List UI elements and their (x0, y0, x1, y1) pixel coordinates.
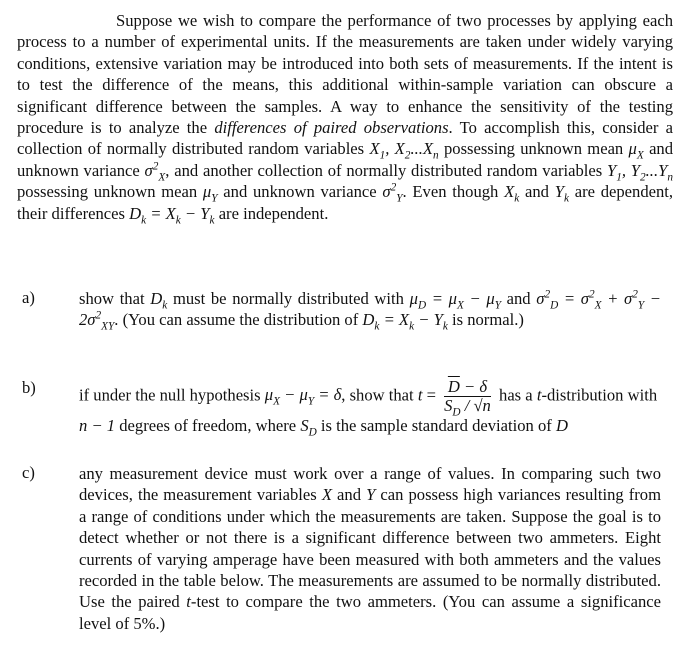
math-sigma-d: $\sigma^2_D = \sigma^2_X + \sigma^2_Y - 2\sigma^2_{XY}$ (79, 288, 661, 333)
intro-sentence-1: Suppose we wish to compare the performance of two processes by applying each process to a number of experimental units. (17, 11, 673, 52)
intro-sentence-5a: To accomplish this, consider a collection of normally distributed random variables (17, 118, 673, 159)
part-b-text-6: is the sample standard deviation of (320, 416, 552, 435)
intro-sentence-6b: and (525, 182, 549, 202)
intro-sentence-5c: and unknown variance (17, 139, 674, 180)
math-mu-x: $\mu_X$ (628, 139, 644, 162)
part-a-label: a) (22, 288, 35, 307)
math-xk: $X_k$ (504, 182, 520, 205)
part-c-label: c) (22, 463, 35, 482)
intro-paragraph: Suppose we wish to compare the performance of two processes by applying each process to a number of experimental units. If the measurements are taken under widely varying conditions, extensive variation may be introduced into both sets of measurements. If the intent is to test the difference of the means, this additional within-sample variation can obscure a significant difference between the samples. A way to enhance the sensitivity of the testing procedure is to analyze the differences of paired observations. To accomplish this, consider a collection of normally distributed random variables $X_1$, $X_2...X_n$ possessing unknown mean $\mu_X$ and unknown variance $\sigma^2_X$, and another collection of normally distributed random variables $Y_1$, $Y_2...Y_n$ possessing unknown mean $\mu_Y$ and unknown variance $\sigma^2_Y$. Even though $X_k$ and $Y_k$ are dependent, their differences $D_k = X_k - Y_k$ are independent. (17, 11, 674, 226)
part-b-text: if under the null hypothesis $\mu_X - \mu_Y = \delta$, show that t = $\frac{\overline{D} - \delta}{S_D / √n}$ has a t-distribution with n − 1 degrees of freedom, where $S_D$ is the sample standard deviation of D (79, 377, 658, 439)
math-n-minus-1: n − 1 (79, 416, 116, 435)
intro-sentence-5e: possessing unknown mean (17, 182, 198, 202)
part-c-text-3: can possess high variances resulting from a range of conditions under which the measurements are taken. Suppose the goal is to detect whether or not there is a significant difference between two ammeters. Eight currents of varying amperage have been measured with both ammeters and the values recorded in the table below. The measurements are assumed to be normally distributed. Use the paired (79, 485, 662, 612)
math-dk-def: $D_k = X_k - Y_k$ (129, 203, 215, 226)
intro-sentence-2: If the measurements are taken under widely varying conditions, extensive variation may be introduced into both sets of measurements. (17, 32, 673, 73)
math-x-sequence: $X_1$, $X_2...X_n$ (369, 139, 439, 162)
math-mu-d: $\mu_D = \mu_X - \mu_Y$ (409, 289, 501, 312)
math-sigma-y-sq: $\sigma^2_Y$ (382, 181, 403, 205)
part-c-text-2: and (337, 485, 361, 505)
part-b-text-2: , show that (341, 385, 414, 405)
intro-sentence-6c: are dependent, their differences (17, 182, 674, 223)
math-t: t (417, 385, 423, 405)
math-y: Y (366, 485, 376, 505)
intro-sentence-6a: Even though (412, 182, 499, 202)
math-null-hyp: $\mu_X - \mu_Y = \delta$ (264, 385, 342, 408)
part-b-label: b) (22, 378, 36, 397)
part-c-text: any measurement device must work over a range of values. In comparing such two devices, the measurement variables X and Y can possess high variances resulting from a range of conditions under which the measurements are taken. Suppose the goal is to detect whether or not there is a significant difference between two ammeters. Eight currents of varying amperage have been measured with both ammeters and the values recorded in the table below. The measurements are assumed to be normally distributed. Use the paired t-test to compare the two ammeters. (You can assume a significance level of 5%.) (79, 464, 662, 633)
math-yk: $Y_k$ (554, 182, 569, 205)
math-d: D (555, 416, 568, 435)
part-a-text-5: is normal.) (451, 310, 524, 330)
part-a-text-1: show that (79, 289, 145, 308)
math-sd: $S_D$ (300, 416, 317, 439)
math-x: X (321, 485, 332, 505)
part-a-text-4: . (You can assume the distribution of (114, 310, 359, 330)
part-b-text-3: has a (499, 385, 533, 405)
intro-sentence-5d: , and another collection of normally distributed random variables (165, 160, 603, 180)
math-sigma-x-sq: $\sigma^2_X$ (144, 160, 166, 184)
part-b-text-5: degrees of freedom, where (119, 416, 297, 435)
part-b-text-4: -distribution with (541, 385, 658, 405)
part-a-text (79, 288, 661, 331)
part-c-text-4: -test to compare the two ammeters. (You can assume a significance level of 5%.) (79, 592, 661, 633)
intro-sentence-4a: A way to enhance the sensitivity of the testing procedure is to analyze the (17, 96, 674, 138)
t-statistic-fraction: $\frac{\overline{D} - \delta}{S_D / √n}$ (444, 377, 491, 419)
part-a-text-3: and (506, 289, 531, 308)
intro-emphasis: differences of paired observations (214, 118, 449, 138)
math-y-sequence: $Y_1$, $Y_2...Y_n$ (606, 160, 673, 184)
math-dk: $D_k$ (150, 289, 168, 312)
intro-sentence-5f: and unknown variance (223, 182, 377, 202)
part-b-text-1: if under the null hypothesis (79, 385, 261, 405)
intro-sentence-3: If the intent is to test the difference of the means, this additional within-sample variation can obscure a significant difference between the samples. (17, 53, 673, 116)
math-mu-y: $\mu_Y$ (202, 182, 218, 205)
intro-sentence-5b: possessing unknown mean (443, 139, 624, 159)
part-c-text-1: any measurement device must work over a range of values. In comparing such two devices, the measurement variables (79, 464, 661, 505)
intro-sentence-6d: are independent. (218, 203, 329, 223)
math-dk-diff: $D_k = X_k - Y_k$ (362, 310, 448, 333)
part-a-text-2: must be normally distributed with (172, 289, 404, 308)
